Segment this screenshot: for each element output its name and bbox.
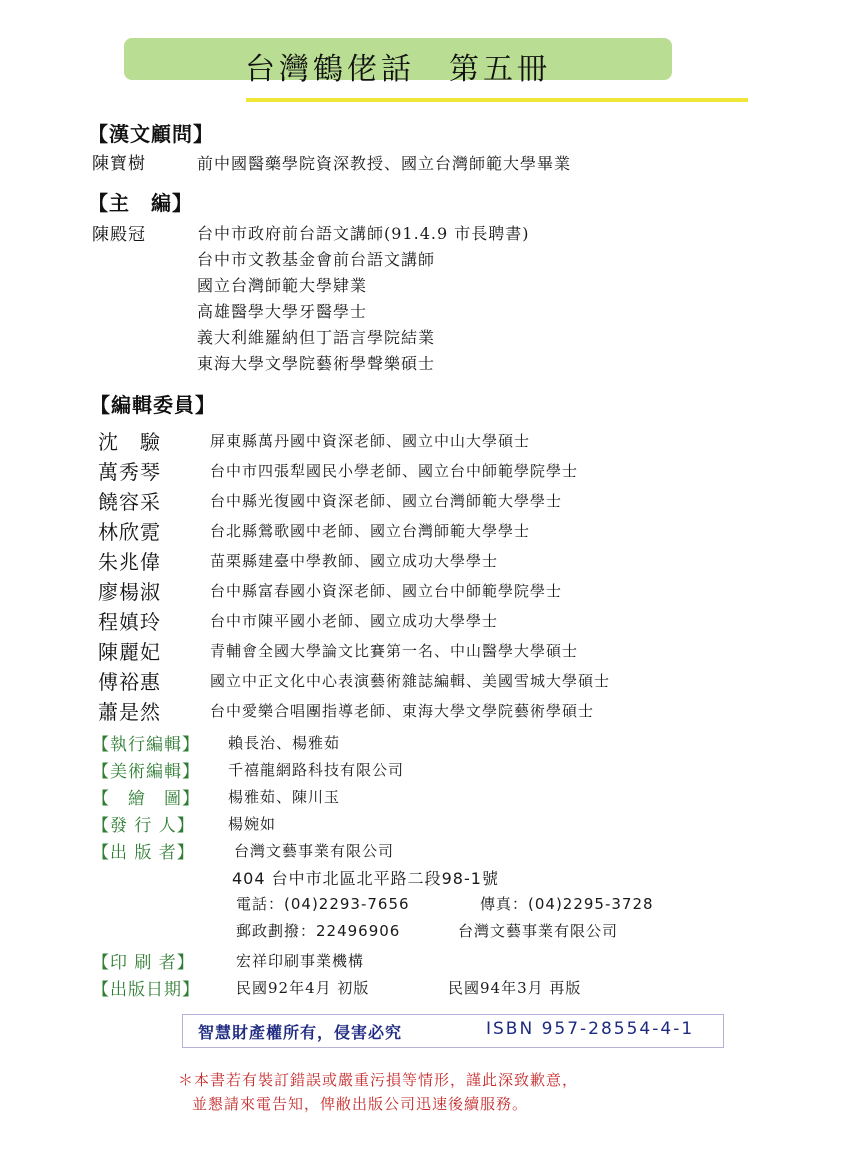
committee-member-name: 廖楊淑 — [98, 580, 161, 604]
advisor-name: 陳寶樹 — [92, 154, 146, 174]
committee-member-name: 饒容采 — [98, 490, 161, 514]
isbn-number: ISBN 957-28554-4-1 — [486, 1019, 695, 1039]
editor-name: 陳殿冠 — [92, 225, 146, 245]
advisor-heading: 【漢文顧問】 — [88, 122, 214, 146]
publisher-phone: 電話：(04)2293-7656 — [236, 895, 410, 913]
committee-member-desc: 台中市四張犁國民小學老師、國立台中師範學院學士 — [210, 462, 579, 480]
publisher-postal-name: 台灣文藝事業有限公司 — [458, 922, 619, 940]
committee-member-desc: 台中縣富春國小資深老師、國立台中師範學院學士 — [210, 582, 563, 600]
illustration-label: 【 繪 圖】 — [92, 789, 200, 809]
committee-member-name: 林欣霓 — [98, 520, 161, 544]
publisher-fax: 傳真：(04)2295-3728 — [480, 895, 654, 913]
notice-line: ＊本書若有裝訂錯誤或嚴重污損等情形，謹此深致歉意， — [178, 1071, 579, 1089]
committee-member-desc: 台北縣鶯歌國中老師、國立台灣師範大學學士 — [210, 522, 531, 540]
editor-line: 國立台灣師範大學肄業 — [197, 276, 368, 295]
committee-member-name: 陳麗妃 — [98, 640, 161, 664]
editor-line: 義大利維羅納但丁語言學院結業 — [197, 328, 436, 347]
pub-date-second: 民國94年3月 再版 — [448, 979, 582, 997]
page-title: 台灣鶴佬話 第五冊 — [245, 52, 551, 87]
committee-member-name: 萬秀琴 — [98, 460, 161, 484]
editor-line: 高雄醫學大學牙醫學士 — [197, 302, 368, 321]
committee-member-desc: 青輔會全國大學論文比賽第一名、中山醫學大學碩士 — [210, 642, 579, 660]
committee-member-desc: 苗栗縣建臺中學教師、國立成功大學學士 — [210, 552, 499, 570]
committee-member-name: 沈 驗 — [98, 430, 161, 454]
committee-member-desc: 台中縣光復國中資深老師、國立台灣師範大學學士 — [210, 492, 563, 510]
publisher-postal: 郵政劃撥：22496906 — [236, 922, 401, 940]
committee-member-name: 蕭是然 — [98, 700, 161, 724]
committee-heading: 【編輯委員】 — [90, 393, 216, 417]
title-underline — [246, 98, 748, 102]
pub-date-label: 【出版日期】 — [92, 980, 200, 1000]
printer-label: 【印 刷 者】 — [92, 953, 195, 973]
illustration-value: 楊雅茹、陳川玉 — [228, 788, 341, 806]
publisher-company: 台灣文藝事業有限公司 — [234, 842, 395, 860]
pub-date-first: 民國92年4月 初版 — [236, 979, 370, 997]
committee-member-name: 朱兆偉 — [98, 550, 161, 574]
committee-member-desc: 台中愛樂合唱團指導老師、東海大學文學院藝術學碩士 — [210, 702, 595, 720]
copyright-text: 智慧財產權所有，侵害必究 — [198, 1023, 403, 1042]
editor-line: 台中市文教基金會前台語文講師 — [197, 250, 436, 269]
committee-member-name: 傅裕惠 — [98, 670, 161, 694]
editor-heading: 【主 編】 — [88, 191, 193, 215]
committee-member-name: 程嫃玲 — [98, 610, 161, 634]
publisher-label: 【出 版 者】 — [92, 843, 195, 863]
publisher-address: 404 台中市北區北平路二段98-1號 — [232, 869, 499, 888]
art-editor-label: 【美術編輯】 — [92, 762, 200, 782]
advisor-desc: 前中國醫藥學院資深教授、國立台灣師範大學畢業 — [197, 154, 572, 173]
publisher-person-label: 【發 行 人】 — [92, 816, 195, 836]
exec-editor-label: 【執行編輯】 — [92, 735, 200, 755]
committee-member-desc: 國立中正文化中心表演藝術雜誌編輯、美國雪城大學碩士 — [210, 672, 611, 690]
editor-line: 東海大學文學院藝術學聲樂碩士 — [197, 354, 436, 373]
notice-line: 並懇請來電告知，俾敝出版公司迅速後續服務。 — [192, 1095, 529, 1113]
committee-member-desc: 台中市陳平國小老師、國立成功大學學士 — [210, 612, 499, 630]
committee-member-desc: 屏東縣萬丹國中資深老師、國立中山大學碩士 — [210, 432, 531, 450]
printer-value: 宏祥印刷事業機構 — [236, 952, 365, 970]
exec-editor-value: 賴長治、楊雅茹 — [228, 734, 341, 752]
art-editor-value: 千禧龍網路科技有限公司 — [228, 761, 405, 779]
editor-line: 台中市政府前台語文講師(91.4.9 市長聘書) — [197, 224, 530, 243]
publisher-person-value: 楊婉如 — [228, 815, 277, 833]
